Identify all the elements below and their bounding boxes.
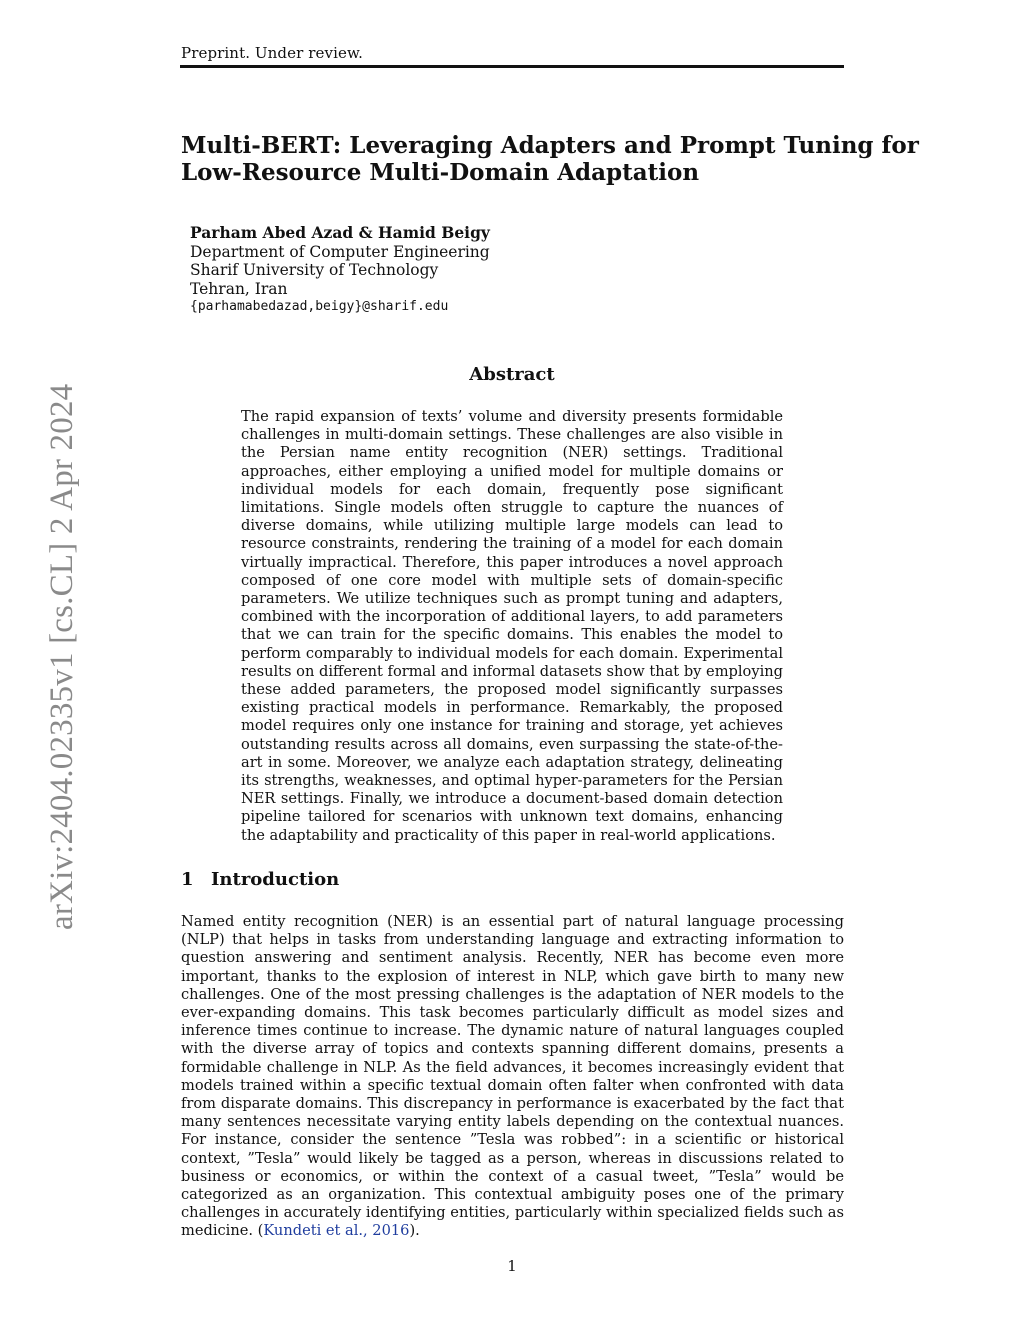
- arxiv-identifier-stamp: arXiv:2404.02335v1 [cs.CL] 2 Apr 2024: [44, 383, 80, 930]
- author-university: Sharif University of Technology: [190, 261, 439, 279]
- author-email[interactable]: {parhamabedazad,beigy}@sharif.edu: [190, 299, 449, 314]
- introduction-text: Named entity recognition (NER) is an essential part of natural language processing (NLP) that helps in tasks from understanding language and extracting information to question answering and sentiment analysis. Recently, NER has become even more important, thanks to the explosion of interest in NLP, which gave birth to many new challenges. One of the most pressing challenges is the adaptation of NER models to the ever-expanding domains. This task becomes particularly difficult as model sizes and inference times continue to increase. The dynamic nature of natural languages coupled with the diverse array of topics and contexts spanning different domains, presents a formidable challenge in NLP. As the field advances, it becomes increasingly evident that models trained within a specific textual domain often falter when confronted with data from disparate domains. This discrepancy in performance is exacerbated by the fact that many sentences necessitate varying entity labels depending on the contextual nuances. For instance, consider the sentence ”Tesla was robbed”: in a scientific or historical context, ”Tesla” would likely be tagged as a person, whereas in discussions related to business or economics, or within the context of a casual tweet, ”Tesla” would be categorized as an organization. This contextual ambiguity poses one of the primary challenges in accurately identifying entities, particularly within specialized fields such as medicine. (: [181, 913, 844, 1240]
- paper-title: [181, 132, 919, 186]
- abstract-text: The rapid expansion of texts’ volume and diversity presents formidable challenges in multi-domain settings. These challenges are also visible in the Persian name entity recognition (NER) settings. Traditional approaches, either employing a unified model for multiple domains or individual models for each domain, frequently pose significant limitations. Single models often struggle to capture the nuances of diverse domains, while utilizing multiple large models can lead to resource constraints, rendering the training of a model for each domain virtually impractical. Therefore, this paper introduces a novel approach composed of one core model with multiple sets of domain-specific parameters. We utilize techniques such as prompt tuning and adapters, combined with the incorporation of additional layers, to add parameters that we can train for the specific domains. This enables the model to perform comparably to individual models for each domain. Experimental results on different formal and informal datasets show that by employing these added parameters, the proposed model significantly surpasses existing practical models in performance. Remarkably, the proposed model requires only one instance for training and storage, yet achieves outstanding results across all domains, even surpassing the state-of-the-art in some. Moreover, we analyze each adaptation strategy, delineating its strengths, weaknesses, and optimal hyper-parameters for the Persian NER settings. Finally, we introduce a document-based domain detection pipeline tailored for scenarios with unknown text domains, enhancing the adaptability and practicality of this paper in real-world applications.: [241, 408, 783, 844]
- author-block: [190, 224, 490, 317]
- paper-title-line-1: Multi-BERT: Leveraging Adapters and Prompt Tuning for: [181, 132, 919, 159]
- section-number: 1: [181, 869, 194, 890]
- author-department: Department of Computer Engineering: [190, 242, 490, 261]
- introduction-paragraph: [181, 913, 844, 1241]
- introduction-text-end: ).: [409, 1222, 420, 1240]
- abstract-heading: Abstract: [469, 364, 555, 385]
- running-head: Preprint. Under review.: [181, 44, 363, 62]
- author-names: Parham Abed Azad & Hamid Beigy: [190, 223, 490, 242]
- section-title: Introduction: [211, 869, 340, 890]
- citation-link[interactable]: Kundeti et al., 2016: [263, 1222, 410, 1240]
- paper-title-line-2: Low-Resource Multi-Domain Adaptation: [181, 159, 700, 186]
- author-location: Tehran, Iran: [190, 279, 288, 298]
- section-heading-introduction: [181, 869, 339, 890]
- header-rule: [180, 65, 844, 68]
- page-number: 1: [507, 1257, 517, 1275]
